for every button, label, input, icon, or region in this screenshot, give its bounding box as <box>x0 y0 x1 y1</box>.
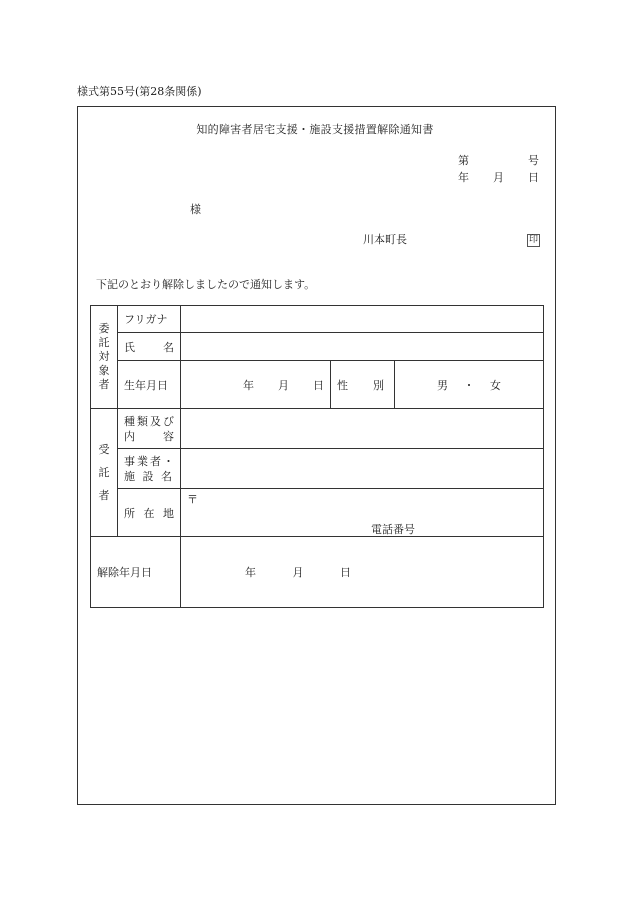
operator-facility-field[interactable] <box>181 449 544 489</box>
name-label: 氏 名 <box>118 333 181 361</box>
type-content-field[interactable] <box>181 409 544 449</box>
birthdate-field[interactable]: 年 月 日 <box>181 361 331 409</box>
seal-mark: 印 <box>529 235 539 245</box>
sex-field[interactable]: 男 ・ 女 <box>395 361 544 409</box>
intro-text: 下記のとおり解除しましたので通知します。 <box>96 278 316 291</box>
location-label: 所 在 地 <box>118 489 181 537</box>
postal-mark: 〒 <box>187 493 198 506</box>
date-month: 月 <box>493 171 504 184</box>
birthdate-label: 生年月日 <box>118 361 181 409</box>
sex-label: 性 別 <box>331 361 395 409</box>
operator-facility-label: 事 業 者 ・ 施 設 名 <box>118 449 181 489</box>
doc-number-dai: 第 <box>458 154 469 167</box>
phone-label: 電話番号 <box>371 523 415 536</box>
notice-table <box>90 305 544 608</box>
issuer-name: 川本町長 <box>363 233 407 246</box>
location-field[interactable] <box>181 489 544 537</box>
document-title: 知的障害者居宅支援・施設支援措置解除通知書 <box>196 123 434 136</box>
furigana-field[interactable] <box>181 306 544 333</box>
addressee-suffix: 様 <box>190 203 201 216</box>
contractor-group-label: 受 託 者 <box>91 409 118 537</box>
doc-number-go: 号 <box>528 154 539 167</box>
subject-group-label: 委 託 対 象 者 <box>91 306 118 409</box>
date-day: 日 <box>528 171 539 184</box>
release-date-field[interactable]: 年 月 日 <box>181 537 544 608</box>
type-content-label: 種 類 及 び 内 容 <box>118 409 181 449</box>
form-number: 様式第55号(第28条関係) <box>77 85 202 98</box>
release-date-label: 解除年月日 <box>91 537 181 608</box>
furigana-label: フリガナ <box>118 306 181 333</box>
date-year: 年 <box>458 171 469 184</box>
name-field[interactable] <box>181 333 544 361</box>
